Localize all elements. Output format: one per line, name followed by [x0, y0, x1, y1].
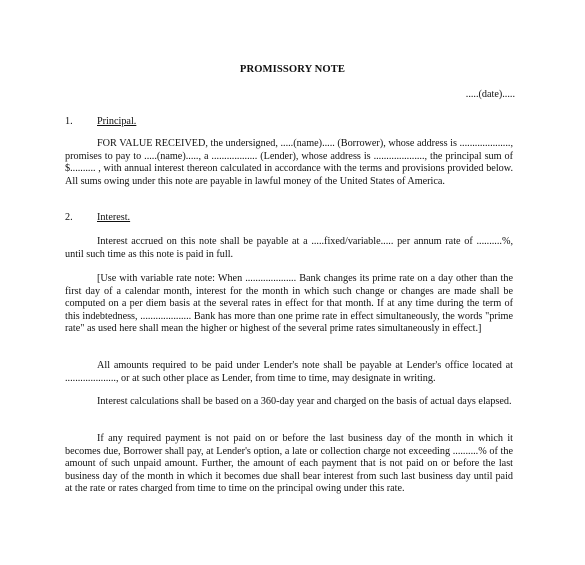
- interest-rate-paragraph: Interest accrued on this note shall be payable at a .....fixed/variable..... per annum rate of ..........%, until such time as this note is paid in full.: [65, 236, 513, 260]
- section-label: Principal.: [97, 116, 137, 127]
- document-title: PROMISSORY NOTE: [239, 64, 346, 75]
- late-charge-paragraph: If any required payment is not paid on or before the last business day of the month in which it becomes due, Borrower shall pay, at Lender's option, a late or collection charge not exceeding ..........% of the amount of such unpaid amount. Further, the amount of each payment that is not paid on or before the last business day of the month in which it becomes due shall bear interest from such last business day until paid at the rate or rates charged from time to time on the principal owing under this rate.: [65, 433, 513, 494]
- section-heading-principal: [65, 116, 136, 127]
- section-heading-interest: [65, 212, 130, 223]
- section-number: 1.: [65, 116, 73, 127]
- interest-calculation-paragraph: Interest calculations shall be based on a 360-day year and charged on the basis of actual days elapsed.: [97, 396, 512, 407]
- variable-rate-paragraph: [Use with variable rate note: When .................... Bank changes its prime rate on a day other than the first day of a calendar month, interest for the month in which such change or changes are made shall be computed on a per diem basis at the several rates in effect for that month. If at any time during the term of this indebtedness, .................... Bank has more than one prime rate in effect simultaneously, the words "prime rate" as used here shall mean the higher or highest of the several prime rates simultaneously in effect.]: [65, 273, 513, 334]
- principal-paragraph: FOR VALUE RECEIVED, the undersigned, .....(name)..... (Borrower), whose address is ...................., promises to pay to .....(name)....., a .................. (Lender), whose address is ...................., the principal sum of $.......... , with annual interest thereon calculated in accordance with the terms and provisions provided below. All sums owing under this note are payable in lawful money of the United States of America.: [65, 138, 513, 187]
- date-line: .....(date).....: [465, 89, 515, 100]
- payment-location-paragraph: All amounts required to be paid under Lender's note shall be payable at Lender's office located at ...................., or at such other place as Lender, from time to time, may designate in writing.: [65, 360, 513, 384]
- section-number: 2.: [65, 212, 73, 223]
- section-label: Interest.: [97, 212, 131, 223]
